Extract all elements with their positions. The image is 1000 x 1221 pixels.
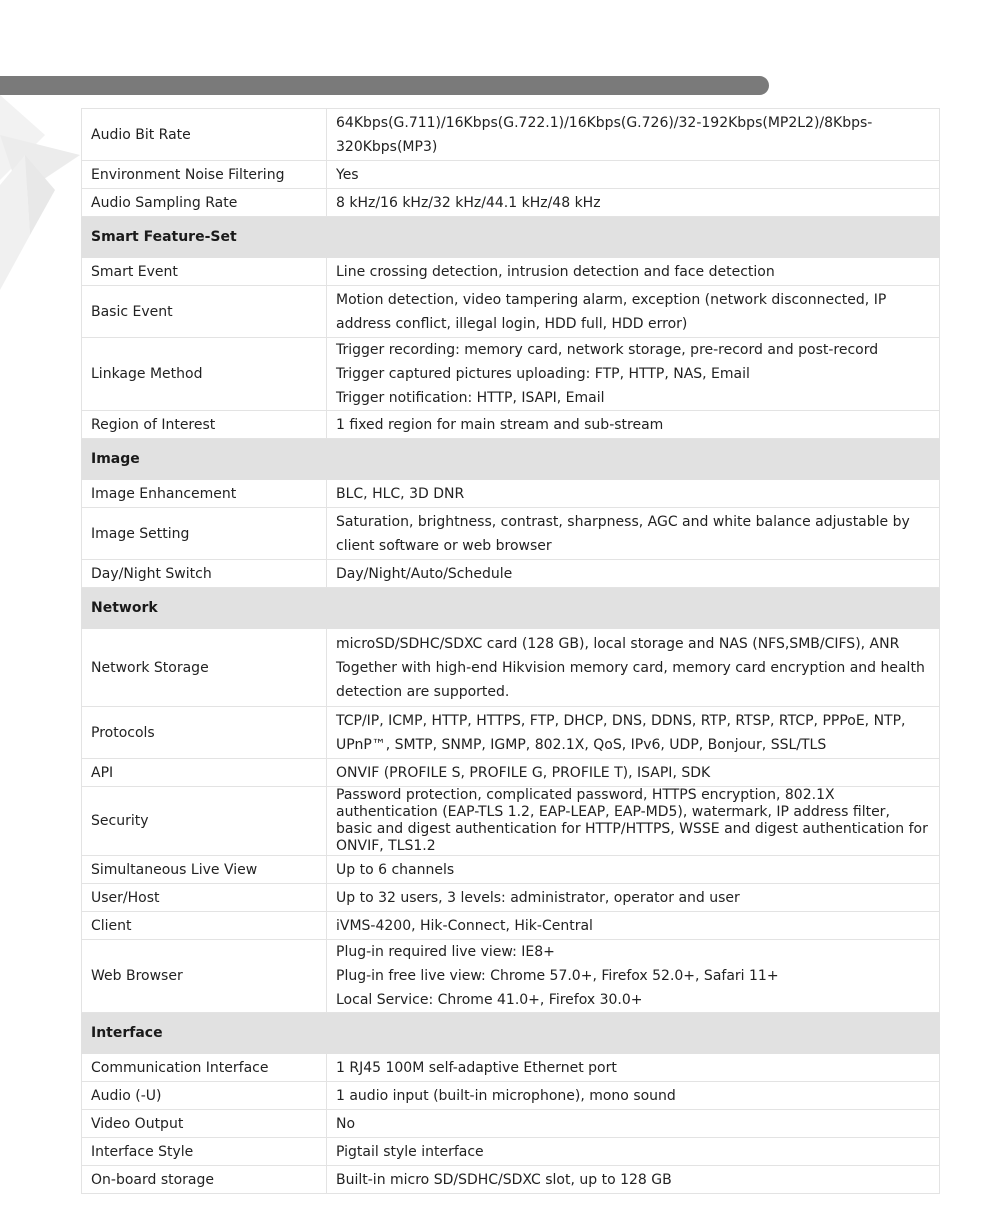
row-value: Up to 6 channels — [327, 856, 940, 884]
row-value: Up to 32 users, 3 levels: administrator, operator and user — [327, 884, 940, 912]
row-label: Video Output — [82, 1110, 327, 1138]
section-header-network — [82, 588, 940, 629]
value-line: Trigger captured pictures uploading: FTP, HTTP, NAS, Email — [336, 366, 750, 382]
row-label: Smart Event — [82, 258, 327, 286]
table-row — [82, 480, 940, 508]
row-label: Audio Sampling Rate — [82, 189, 327, 217]
table-row — [82, 787, 940, 856]
row-value: 1 RJ45 100M self-adaptive Ethernet port — [327, 1054, 940, 1082]
table-row — [82, 856, 940, 884]
table-row — [82, 1082, 940, 1110]
row-value: Password protection, complicated password, HTTPS encryption, 802.1X authentication (EAP-TLS 1.2, EAP-LEAP, EAP-MD5), watermark, IP address filter, basic and digest authentication for HTTP/HTTPS, WSSE and digest authentication for ONVIF, TLS1.2 — [327, 787, 940, 856]
table-row — [82, 707, 940, 759]
section-title: Interface — [82, 1013, 940, 1054]
row-label: Simultaneous Live View — [82, 856, 327, 884]
table-row — [82, 1166, 940, 1194]
row-value: 1 audio input (built-in microphone), mono sound — [327, 1082, 940, 1110]
section-title: Network — [82, 588, 940, 629]
row-value: BLC, HLC, 3D DNR — [327, 480, 940, 508]
table-row — [82, 189, 940, 217]
row-value: No — [327, 1110, 940, 1138]
table-row — [82, 1054, 940, 1082]
row-value: TCP/IP, ICMP, HTTP, HTTPS, FTP, DHCP, DNS, DDNS, RTP, RTSP, RTCP, PPPoE, NTP, UPnP™, SMTP, SNMP, IGMP, 802.1X, QoS, IPv6, UDP, Bonjour, SSL/TLS — [327, 707, 940, 759]
value-line: Plug-in free live view: Chrome 57.0+, Firefox 52.0+, Safari 11+ — [336, 968, 779, 984]
table-row — [82, 161, 940, 189]
row-value: Motion detection, video tampering alarm, exception (network disconnected, IP address conflict, illegal login, HDD full, HDD error) — [327, 286, 940, 338]
row-label: Security — [82, 787, 327, 856]
row-label: Communication Interface — [82, 1054, 327, 1082]
header-bar — [0, 76, 769, 95]
row-label: On-board storage — [82, 1166, 327, 1194]
row-label: Network Storage — [82, 629, 327, 707]
section-title: Smart Feature-Set — [82, 217, 940, 258]
section-header-interface — [82, 1013, 940, 1054]
row-value — [327, 629, 940, 707]
row-label: User/Host — [82, 884, 327, 912]
table-row — [82, 759, 940, 787]
row-label: Audio Bit Rate — [82, 109, 327, 161]
row-label: Region of Interest — [82, 411, 327, 439]
decorative-shape — [0, 95, 80, 295]
row-value: iVMS-4200, Hik-Connect, Hik-Central — [327, 912, 940, 940]
spec-table — [81, 108, 940, 1194]
row-value: Saturation, brightness, contrast, sharpness, AGC and white balance adjustable by client software or web browser — [327, 508, 940, 560]
table-row — [82, 560, 940, 588]
row-label: Web Browser — [82, 940, 327, 1013]
value-line: microSD/SDHC/SDXC card (128 GB), local storage and NAS (NFS,SMB/CIFS), ANR — [336, 635, 900, 652]
value-line: Local Service: Chrome 41.0+, Firefox 30.0+ — [336, 992, 643, 1008]
row-value: Built-in micro SD/SDHC/SDXC slot, up to 128 GB — [327, 1166, 940, 1194]
value-line: Together with high-end Hikvision memory card, memory card encryption and health detection are supported. — [336, 659, 925, 700]
table-row — [82, 629, 940, 707]
table-row — [82, 258, 940, 286]
row-value: Day/Night/Auto/Schedule — [327, 560, 940, 588]
row-value: Yes — [327, 161, 940, 189]
row-value: ONVIF (PROFILE S, PROFILE G, PROFILE T), ISAPI, SDK — [327, 759, 940, 787]
table-row — [82, 338, 940, 411]
row-label: Environment Noise Filtering — [82, 161, 327, 189]
row-label: Day/Night Switch — [82, 560, 327, 588]
row-value: Pigtail style interface — [327, 1138, 940, 1166]
row-label: Image Enhancement — [82, 480, 327, 508]
row-label: Protocols — [82, 707, 327, 759]
table-row — [82, 411, 940, 439]
section-header-smart — [82, 217, 940, 258]
row-value: 64Kbps(G.711)/16Kbps(G.722.1)/16Kbps(G.726)/32-192Kbps(MP2L2)/8Kbps-320Kbps(MP3) — [327, 109, 940, 161]
table-row — [82, 508, 940, 560]
value-line: Trigger recording: memory card, network storage, pre-record and post-record — [336, 342, 879, 358]
section-title: Image — [82, 439, 940, 480]
table-row — [82, 940, 940, 1013]
table-row — [82, 286, 940, 338]
table-row — [82, 884, 940, 912]
value-line: Plug-in required live view: IE8+ — [336, 944, 555, 960]
row-value: 8 kHz/16 kHz/32 kHz/44.1 kHz/48 kHz — [327, 189, 940, 217]
table-row — [82, 109, 940, 161]
table-row — [82, 912, 940, 940]
row-value — [327, 940, 940, 1013]
row-label: Interface Style — [82, 1138, 327, 1166]
row-label: Audio (-U) — [82, 1082, 327, 1110]
row-value — [327, 338, 940, 411]
row-label: Basic Event — [82, 286, 327, 338]
value-line: Trigger notification: HTTP, ISAPI, Email — [336, 390, 605, 406]
row-label: Client — [82, 912, 327, 940]
row-label: Linkage Method — [82, 338, 327, 411]
row-label: Image Setting — [82, 508, 327, 560]
row-label: API — [82, 759, 327, 787]
row-value: 1 fixed region for main stream and sub-stream — [327, 411, 940, 439]
section-header-image — [82, 439, 940, 480]
table-row — [82, 1138, 940, 1166]
row-value: Line crossing detection, intrusion detection and face detection — [327, 258, 940, 286]
table-row — [82, 1110, 940, 1138]
